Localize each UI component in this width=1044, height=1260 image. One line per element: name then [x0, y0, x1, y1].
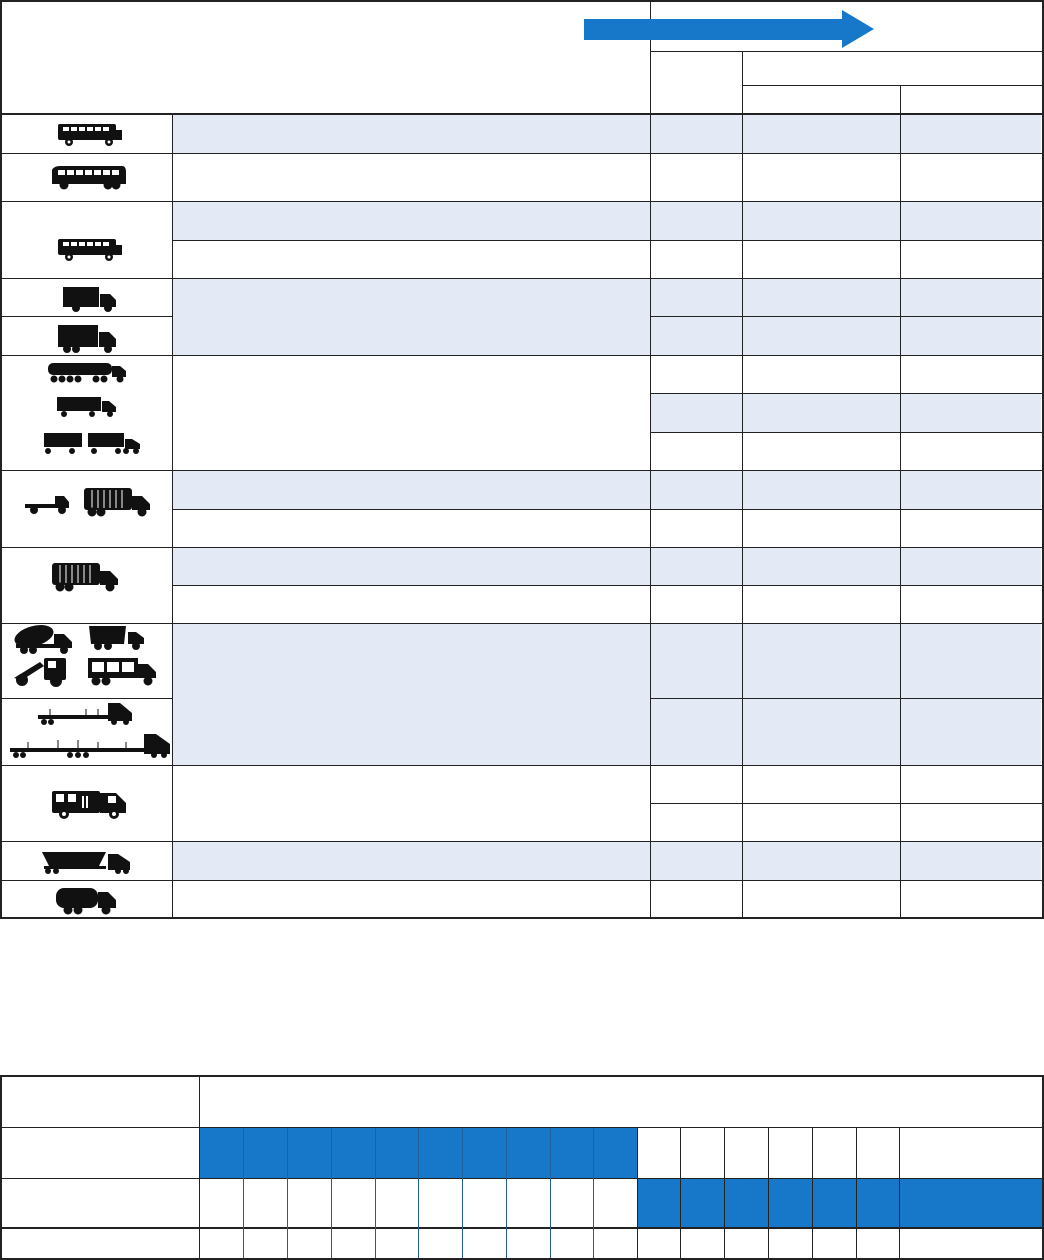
box-truck-icon: [62, 286, 118, 314]
long-flatbed-trailer-icon: [8, 732, 172, 760]
row-rule: [173, 240, 1042, 241]
right-arrow-icon: [584, 10, 874, 53]
row-rule: [2, 1127, 1042, 1128]
row-rule: [2, 153, 1042, 154]
grid-column-rule: [243, 1128, 244, 1258]
school-bus-icon: [57, 236, 123, 264]
row-rule: [651, 698, 1042, 699]
row-rule: [173, 585, 1042, 586]
grid-column-rule: [331, 1128, 332, 1258]
row-rule: [651, 393, 1042, 394]
concrete-mixer-icon: [12, 624, 74, 654]
row-rule: [2, 278, 1042, 279]
row-rule: [2, 547, 1042, 548]
grid-column-rule: [680, 1128, 681, 1258]
column-rule: [650, 2, 651, 918]
row-rule: [2, 880, 1042, 881]
flatbed-truck-icon: [24, 492, 70, 516]
row-rule: [2, 698, 173, 699]
row-rule: [2, 841, 1042, 842]
grid-column-rule: [593, 1128, 594, 1258]
semi-trailer-icon: [56, 396, 118, 418]
row-rule: [2, 623, 1042, 624]
row-rule: [2, 355, 1042, 356]
double-trailer-icon: [42, 431, 144, 457]
fire-engine-icon: [50, 787, 128, 821]
bulk-hopper-trailer-icon: [40, 846, 134, 876]
row-rule: [651, 432, 1042, 433]
crane-truck-icon: [8, 656, 68, 688]
header-rule: [743, 85, 1042, 86]
gravel-truck-icon: [86, 656, 158, 688]
refuse-truck-icon: [50, 561, 120, 593]
tanker-combination-icon: [46, 360, 128, 384]
row-rule: [2, 316, 173, 317]
grid-column-rule: [768, 1128, 769, 1258]
grid-column-rule: [418, 1128, 419, 1258]
grid-column-rule: [375, 1128, 376, 1258]
grid-column-rule: [724, 1128, 725, 1258]
row-rule: [651, 316, 1042, 317]
grid-column-rule: [550, 1128, 551, 1258]
row-rule: [2, 1178, 1042, 1179]
column-rule: [199, 1077, 200, 1258]
grid-column-rule: [856, 1128, 857, 1258]
row-rule: [173, 509, 1042, 510]
refuse-truck-icon: [82, 486, 152, 518]
column-rule: [172, 114, 173, 918]
row-rule: [2, 470, 1042, 471]
header-bottom-rule: [2, 113, 1042, 115]
grid-column-rule: [812, 1128, 813, 1258]
lower-table-frame: [0, 1075, 1044, 1260]
motor-coach-icon: [50, 164, 128, 192]
column-rule: [900, 86, 901, 918]
box-truck-tandem-icon: [57, 324, 119, 354]
column-rule: [742, 52, 743, 918]
grid-column-rule: [637, 1128, 638, 1258]
row-rule: [2, 765, 1042, 766]
flatbed-trailer-icon: [36, 701, 134, 727]
row-rule: [2, 201, 1042, 202]
row-rule: [2, 1227, 1042, 1229]
dump-truck-icon: [88, 624, 146, 652]
grid-column-rule: [506, 1128, 507, 1258]
school-bus-icon: [57, 121, 123, 149]
grid-column-rule: [899, 1128, 900, 1258]
row-rule: [651, 803, 1042, 804]
grid-column-rule: [287, 1128, 288, 1258]
grid-column-rule: [462, 1128, 463, 1258]
tank-truck-icon: [54, 886, 118, 916]
